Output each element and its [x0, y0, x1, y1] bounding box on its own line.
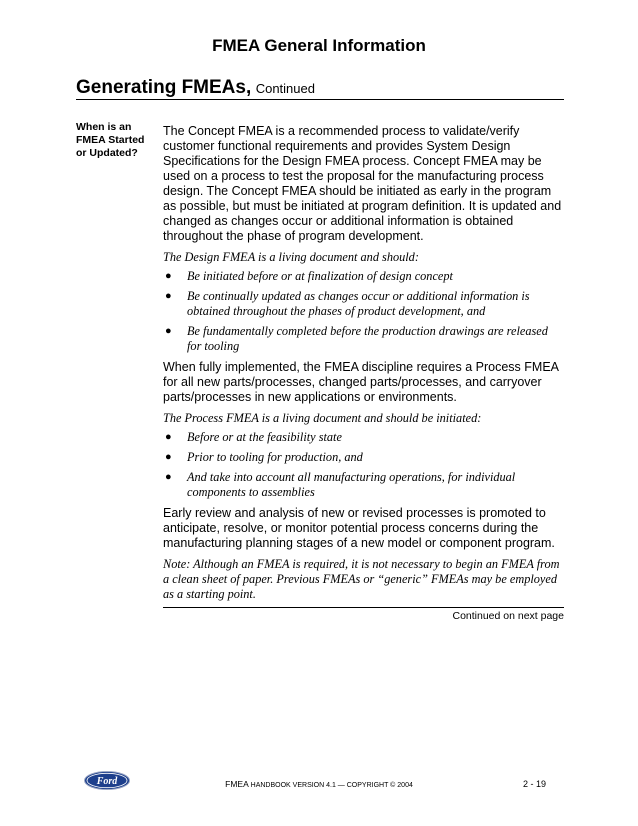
bullet-icon: ●: [165, 431, 172, 443]
side-label-line: When is an: [76, 121, 132, 133]
design-fmea-list: [163, 269, 563, 354]
bullet-icon: ●: [165, 270, 172, 282]
list-item: [163, 324, 563, 354]
page-number: 2 - 19: [522, 779, 546, 789]
list-item-text: Be initiated before or at finalization of design concept: [187, 269, 453, 283]
bullet-icon: ●: [165, 451, 172, 463]
footer-version: VERSION 4.1 —: [292, 782, 347, 789]
bottom-divider: [163, 607, 564, 608]
side-label-line: FMEA Started: [76, 134, 145, 146]
list-item: [163, 430, 563, 445]
list-item-text: Before or at the feasibility state: [187, 430, 342, 444]
process-fmea-intro: The Process FMEA is a living document and should be initiated:: [163, 411, 482, 425]
list-item: [163, 470, 563, 500]
page-header: FMEA General Information: [212, 36, 426, 55]
list-item-text: Be fundamentally completed before the production drawings are released for tooling: [187, 324, 548, 353]
process-fmea-paragraph: When fully implemented, the FMEA discipline requires a Process FMEA for all new parts/processes, changed parts/processes, and carryover parts/processes in new applications or environments.: [163, 360, 559, 404]
bullet-icon: ●: [165, 290, 172, 302]
title-divider: [76, 99, 564, 100]
side-label-line: or Updated?: [76, 147, 138, 159]
continued-note: Continued on next page: [452, 610, 564, 622]
list-item-text: And take into account all manufacturing operations, for individual components to assemblies: [187, 470, 516, 499]
bullet-icon: ●: [165, 471, 172, 483]
list-item: [163, 289, 563, 319]
list-item: [163, 269, 563, 284]
early-review-paragraph: Early review and analysis of new or revised processes is promoted to anticipate, resolve, or monitor potential process concerns during the manufacturing planning stages of a new model or component program.: [163, 506, 555, 550]
list-item: [163, 450, 563, 465]
process-fmea-list: [163, 430, 563, 500]
side-label: [76, 121, 158, 160]
list-item-text: Prior to tooling for production, and: [187, 450, 363, 464]
design-fmea-intro: The Design FMEA is a living document and should:: [163, 250, 419, 264]
main-content: [163, 124, 563, 606]
list-item-text: Be continually updated as changes occur or additional information is obtained throughout the phases of product development, and: [187, 289, 530, 318]
note-paragraph: Note: Although an FMEA is required, it is not necessary to begin an FMEA from a clean sheet of paper. Previous FMEAs or “generic” FMEAs may be employed as a starting point.: [163, 557, 560, 601]
footer-copyright: COPYRIGHT © 2004: [346, 782, 413, 789]
footer-fmea: FMEA: [225, 779, 251, 789]
section-title-main: Generating FMEAs,: [76, 77, 252, 98]
section-title-continued: Continued: [255, 81, 315, 96]
ford-logo-text: Ford: [96, 776, 118, 787]
concept-fmea-paragraph: The Concept FMEA is a recommended process to validate/verify customer functional requirements and provides System Design Specifications for the Design FMEA process. Concept FMEA may be used on a process to test the proposal for the manufacturing process design. The Concept FMEA should be initiated as early in the program as possible, but must be initiated at program definition. It is updated and changed as changes occur or additional information is obtained throughout the phase of program development.: [163, 124, 562, 243]
footer-handbook: HANDBOOK: [250, 782, 293, 789]
bullet-icon: ●: [165, 325, 172, 337]
section-title: [76, 77, 315, 99]
